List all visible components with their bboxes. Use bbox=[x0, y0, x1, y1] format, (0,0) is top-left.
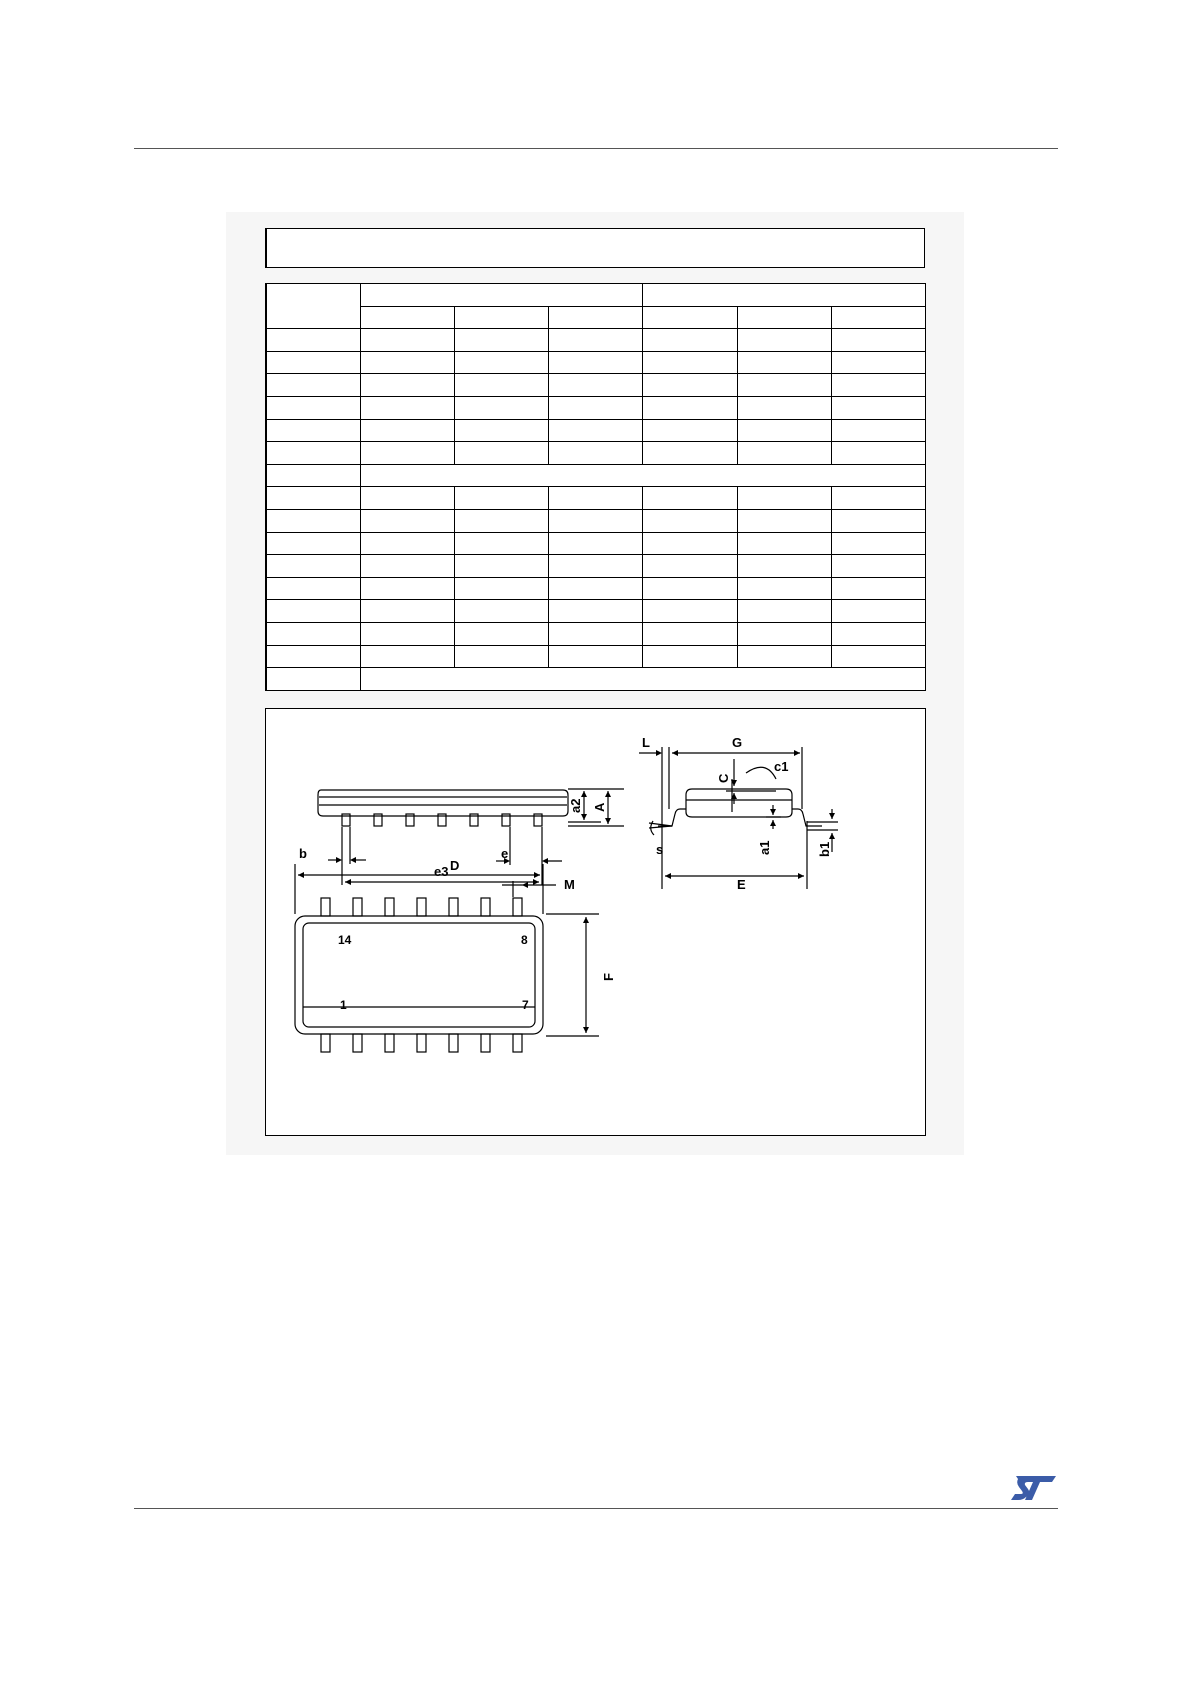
table-cell bbox=[737, 622, 831, 645]
dim-label-e: e bbox=[501, 846, 509, 861]
table-cell bbox=[737, 487, 831, 510]
table-cell bbox=[549, 532, 643, 555]
pin-number-1: 1 bbox=[340, 998, 347, 1012]
table-cell bbox=[454, 622, 548, 645]
package-outline-svg bbox=[266, 709, 927, 1137]
table-cell bbox=[737, 374, 831, 397]
table-header-row bbox=[266, 284, 926, 307]
dimension-label bbox=[266, 532, 360, 555]
table-cell bbox=[831, 329, 925, 352]
table-cell bbox=[737, 645, 831, 668]
table-cell bbox=[360, 555, 454, 578]
table-row bbox=[266, 532, 926, 555]
subheader-cell bbox=[737, 306, 831, 329]
table-cell bbox=[454, 374, 548, 397]
table-cell bbox=[737, 577, 831, 600]
table-cell bbox=[454, 419, 548, 442]
dim-label-L: L bbox=[642, 735, 650, 750]
dimension-label bbox=[266, 374, 360, 397]
table-cell bbox=[549, 374, 643, 397]
table-row bbox=[266, 555, 926, 578]
dimensions-table-body bbox=[266, 284, 926, 691]
table-note-cell bbox=[360, 464, 926, 487]
table-note-cell bbox=[360, 668, 926, 691]
table-cell bbox=[643, 419, 737, 442]
table-row bbox=[266, 509, 926, 532]
table-row bbox=[266, 464, 926, 487]
table-cell bbox=[831, 622, 925, 645]
dim-label-E: E bbox=[737, 877, 746, 892]
table-cell bbox=[831, 509, 925, 532]
table-cell bbox=[549, 645, 643, 668]
table-cell bbox=[643, 645, 737, 668]
table-row bbox=[266, 419, 926, 442]
table-cell bbox=[454, 442, 548, 465]
table-cell bbox=[549, 442, 643, 465]
st-logo-icon bbox=[1010, 1474, 1058, 1502]
table-row bbox=[266, 668, 926, 691]
subheader-cell bbox=[454, 306, 548, 329]
dimension-label bbox=[266, 396, 360, 419]
table-row bbox=[266, 600, 926, 623]
table-cell bbox=[360, 509, 454, 532]
dimension-label bbox=[266, 442, 360, 465]
pin-number-8: 8 bbox=[521, 933, 528, 947]
dim-label-D: D bbox=[450, 858, 460, 873]
table-cell bbox=[549, 419, 643, 442]
table-cell bbox=[360, 622, 454, 645]
dimension-label bbox=[266, 645, 360, 668]
package-drawing bbox=[265, 708, 926, 1136]
table-cell bbox=[643, 555, 737, 578]
pin-number-14: 14 bbox=[338, 933, 352, 947]
table-row bbox=[266, 487, 926, 510]
dim-label-a2: a2 bbox=[568, 798, 583, 813]
table-row bbox=[266, 442, 926, 465]
table-cell bbox=[831, 487, 925, 510]
table-cell bbox=[454, 351, 548, 374]
table-cell bbox=[360, 645, 454, 668]
table-cell bbox=[360, 600, 454, 623]
dim-label-s: s bbox=[656, 842, 664, 857]
dimension-label bbox=[266, 487, 360, 510]
table-cell bbox=[737, 600, 831, 623]
table-cell bbox=[454, 600, 548, 623]
table-cell bbox=[360, 532, 454, 555]
table-cell bbox=[454, 509, 548, 532]
table-cell bbox=[454, 487, 548, 510]
table-subheader-row bbox=[266, 306, 926, 329]
header-group-1 bbox=[360, 284, 643, 307]
dim-label-C: C bbox=[716, 773, 731, 783]
dimension-label bbox=[266, 329, 360, 352]
table-cell bbox=[831, 555, 925, 578]
table-cell bbox=[643, 600, 737, 623]
table-cell bbox=[737, 351, 831, 374]
subheader-cell bbox=[360, 306, 454, 329]
dim-label-M: M bbox=[564, 877, 575, 892]
table-cell bbox=[549, 577, 643, 600]
dimensions-table bbox=[265, 283, 926, 691]
table-cell bbox=[737, 396, 831, 419]
table-cell bbox=[643, 329, 737, 352]
package-title bbox=[265, 228, 925, 268]
table-cell bbox=[643, 487, 737, 510]
table-cell bbox=[454, 532, 548, 555]
table-cell bbox=[831, 374, 925, 397]
dimension-label bbox=[266, 419, 360, 442]
table-cell bbox=[643, 577, 737, 600]
table-row bbox=[266, 622, 926, 645]
table-cell bbox=[643, 351, 737, 374]
table-cell bbox=[360, 442, 454, 465]
footer-rule bbox=[134, 1508, 1058, 1509]
table-row bbox=[266, 577, 926, 600]
dimension-label bbox=[266, 622, 360, 645]
dim-label-b: b bbox=[299, 846, 307, 861]
table-cell bbox=[360, 419, 454, 442]
dim-label-A: A bbox=[592, 802, 607, 812]
table-cell bbox=[360, 577, 454, 600]
table-cell bbox=[831, 442, 925, 465]
table-cell bbox=[831, 532, 925, 555]
dimension-label bbox=[266, 600, 360, 623]
table-cell bbox=[360, 374, 454, 397]
table-row bbox=[266, 645, 926, 668]
table-row bbox=[266, 374, 926, 397]
dimension-label bbox=[266, 555, 360, 578]
table-cell bbox=[360, 487, 454, 510]
table-cell bbox=[360, 396, 454, 419]
pin-number-7: 7 bbox=[522, 998, 529, 1012]
subheader-cell bbox=[831, 306, 925, 329]
table-cell bbox=[831, 351, 925, 374]
table-cell bbox=[454, 396, 548, 419]
table-cell bbox=[549, 487, 643, 510]
table-cell bbox=[454, 329, 548, 352]
table-cell bbox=[831, 600, 925, 623]
subheader-cell bbox=[549, 306, 643, 329]
dim-label-F: F bbox=[601, 973, 616, 981]
header-rule bbox=[134, 148, 1058, 149]
table-cell bbox=[549, 329, 643, 352]
table-cell bbox=[549, 622, 643, 645]
dimension-label bbox=[266, 509, 360, 532]
table-cell bbox=[360, 351, 454, 374]
dim-label-c1: c1 bbox=[774, 759, 789, 774]
table-cell bbox=[643, 374, 737, 397]
dim-label-G: G bbox=[732, 735, 743, 750]
table-cell bbox=[831, 577, 925, 600]
dimension-label bbox=[266, 577, 360, 600]
table-cell bbox=[643, 396, 737, 419]
table-cell bbox=[643, 442, 737, 465]
dimension-label bbox=[266, 464, 360, 487]
table-cell bbox=[737, 419, 831, 442]
table-row bbox=[266, 351, 926, 374]
subheader-cell bbox=[643, 306, 737, 329]
table-cell bbox=[831, 396, 925, 419]
table-cell bbox=[549, 555, 643, 578]
dim-label-a1: a1 bbox=[757, 840, 772, 855]
table-row bbox=[266, 329, 926, 352]
table-cell bbox=[643, 532, 737, 555]
table-cell bbox=[549, 396, 643, 419]
table-cell bbox=[549, 351, 643, 374]
table-row bbox=[266, 396, 926, 419]
table-cell bbox=[737, 442, 831, 465]
table-cell bbox=[737, 555, 831, 578]
dim-label-b1: b1 bbox=[817, 841, 832, 857]
table-cell bbox=[454, 645, 548, 668]
table-cell bbox=[643, 622, 737, 645]
table-cell bbox=[549, 600, 643, 623]
header-dim bbox=[266, 284, 360, 329]
table-cell bbox=[549, 509, 643, 532]
table-cell bbox=[737, 509, 831, 532]
table-cell bbox=[454, 555, 548, 578]
table-cell bbox=[643, 509, 737, 532]
table-cell bbox=[360, 329, 454, 352]
table-cell bbox=[737, 532, 831, 555]
table-cell bbox=[737, 329, 831, 352]
dim-label-e3: e3 bbox=[434, 864, 449, 879]
header-group-2 bbox=[643, 284, 926, 307]
dimension-label bbox=[266, 351, 360, 374]
table-cell bbox=[831, 419, 925, 442]
table-cell bbox=[831, 645, 925, 668]
dimension-label bbox=[266, 668, 360, 691]
table-cell bbox=[454, 577, 548, 600]
